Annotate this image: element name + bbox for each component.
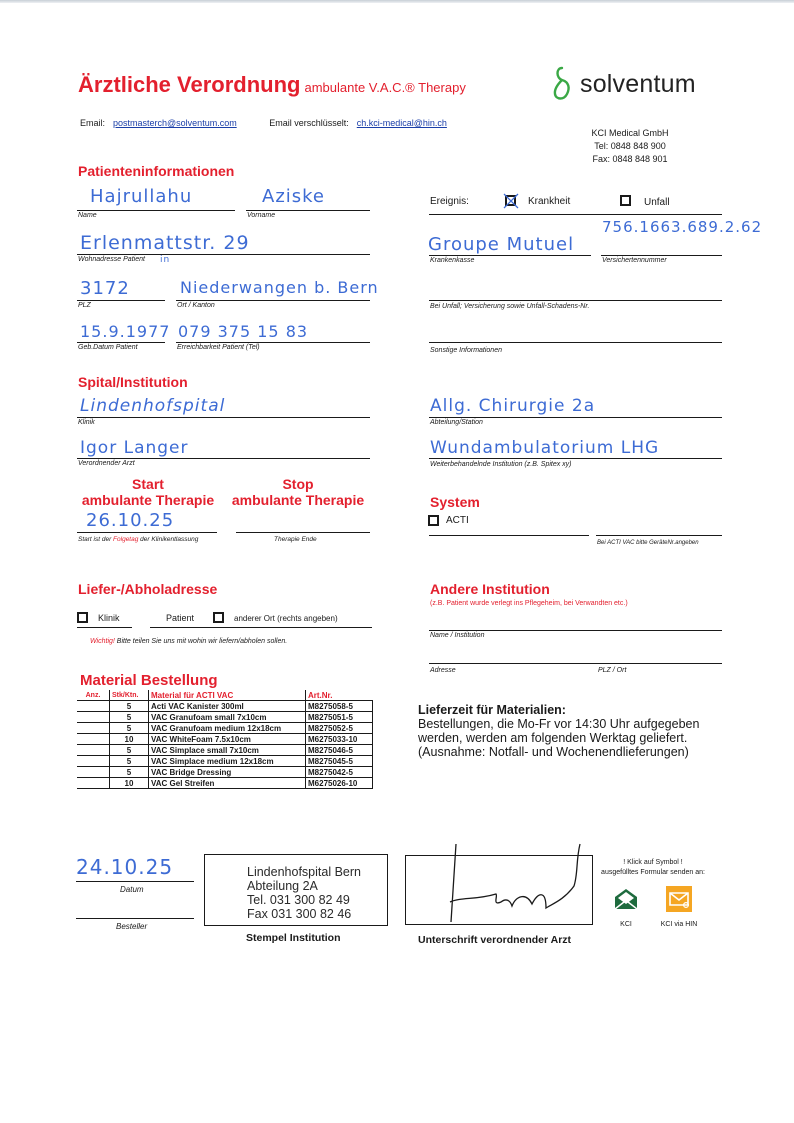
patient-plz-value[interactable]: 3172 xyxy=(80,278,130,299)
acti-line xyxy=(429,535,589,536)
patient-phone-value[interactable]: 079 375 15 83 xyxy=(178,322,309,341)
send-kci-hin-button[interactable] xyxy=(666,886,692,917)
send-kci-button[interactable] xyxy=(613,887,639,916)
start-heading xyxy=(78,476,218,508)
material-heading: Material Bestellung xyxy=(80,672,218,689)
end-date-label: Therapie Ende xyxy=(274,536,317,543)
other-address-label: Adresse xyxy=(430,667,456,674)
stamp-text xyxy=(247,865,361,921)
send-line1: ! Klick auf Symbol ! xyxy=(623,859,683,866)
delivery-time-heading: Lieferzeit für Materialien: xyxy=(418,703,566,717)
pack-size-cell: 5 xyxy=(110,723,149,734)
pack-size-cell: 10 xyxy=(110,778,149,789)
other-info-line xyxy=(429,342,722,343)
event-label: Ereignis: xyxy=(430,196,469,207)
stamp-line: Tel. 031 300 82 49 xyxy=(247,893,350,907)
envelope-open-icon xyxy=(613,887,639,911)
article-number-cell: M8275052-5 xyxy=(306,723,373,734)
material-row xyxy=(77,734,373,745)
other-institution-heading: Andere Institution xyxy=(430,581,550,597)
pack-size-cell: 5 xyxy=(110,756,149,767)
department-line xyxy=(429,417,722,418)
delivery-time-info xyxy=(418,703,699,759)
logo-wordmark: solventum xyxy=(580,69,696,98)
clinic-line xyxy=(77,417,370,418)
send-instructions xyxy=(594,858,712,878)
start-note xyxy=(78,536,198,543)
email-link[interactable]: postmasterch@solventum.com xyxy=(113,118,237,128)
check-x-icon xyxy=(503,193,519,209)
start-heading-line2: ambulante Therapie xyxy=(81,492,215,508)
title-subtitle: ambulante V.A.C.® Therapy xyxy=(304,80,466,95)
title-main: Ärztliche Verordnung xyxy=(78,72,301,97)
quantity-cell[interactable] xyxy=(77,723,110,734)
accident-line xyxy=(429,300,722,301)
material-row xyxy=(77,778,373,789)
krankheit-label: Krankheit xyxy=(528,196,571,207)
phone-label: Erreichbarkeit Patient (Tel) xyxy=(177,344,260,351)
delivery-line-left xyxy=(77,627,132,628)
delivery-heading: Liefer-/Abholadresse xyxy=(78,581,218,597)
article-number-cell: M6275033-10 xyxy=(306,734,373,745)
start-note-red: Folgetag xyxy=(113,536,139,543)
pack-size-cell: 5 xyxy=(110,745,149,756)
anderer-ort-label: anderer Ort (rechts angeben) xyxy=(234,614,338,623)
send-kci-hin-label: KCI via HIN xyxy=(660,921,698,928)
checkbox-klinik[interactable] xyxy=(77,612,88,623)
material-header-row xyxy=(77,690,373,701)
klinik-label: Klinik xyxy=(98,613,120,623)
solventum-logo-icon xyxy=(552,66,572,102)
company-info xyxy=(590,127,670,166)
stop-heading-line2: ambulante Therapie xyxy=(231,492,365,508)
institution-stamp xyxy=(204,854,388,926)
pack-size-cell: 10 xyxy=(110,734,149,745)
city-label: Ort / Kanton xyxy=(177,302,215,309)
unfall-label: Unfall xyxy=(644,197,670,208)
material-name-cell: VAC Granufoam small 7x10cm xyxy=(149,712,306,723)
start-note-part1: Start ist der xyxy=(78,536,112,543)
col-material: Material für ACTI VAC xyxy=(149,690,306,701)
company-name: KCI Medical GmbH xyxy=(591,128,669,138)
material-row xyxy=(77,723,373,734)
other-name-line xyxy=(429,630,722,631)
article-number-cell: M8275046-5 xyxy=(306,745,373,756)
material-name-cell: VAC Simplace small 7x10cm xyxy=(149,745,306,756)
dob-label: Geb.Datum Patient xyxy=(78,344,138,351)
material-row xyxy=(77,712,373,723)
material-name-cell: Acti VAC Kanister 300ml xyxy=(149,701,306,712)
pack-size-cell: 5 xyxy=(110,767,149,778)
delivery-note xyxy=(90,638,287,645)
quantity-cell[interactable] xyxy=(77,701,110,712)
material-row xyxy=(77,767,373,778)
followup-institution-value[interactable]: Wundambulatorium LHG xyxy=(430,438,660,458)
plz-label: PLZ xyxy=(78,302,91,309)
checkbox-krankheit[interactable] xyxy=(505,195,516,206)
other-institution-subheading: (z.B. Patient wurde verlegt ins Pflegeheim, bei Verwandten etc.) xyxy=(430,600,628,607)
insured-number-label: Versichertennummer xyxy=(602,257,667,264)
delivery-note-red: Wichtig! xyxy=(90,638,115,645)
company-tel: Tel: 0848 848 900 xyxy=(594,141,666,151)
stamp-line: Lindenhofspital Bern xyxy=(247,865,361,879)
quantity-cell[interactable] xyxy=(77,778,110,789)
quantity-cell[interactable] xyxy=(77,767,110,778)
delivery-line-right xyxy=(150,627,372,628)
phone-line xyxy=(176,342,370,343)
other-plz-label: PLZ / Ort xyxy=(598,667,627,674)
insurer-line xyxy=(429,255,591,256)
name-label: Name xyxy=(78,212,97,219)
patient-city-value[interactable]: Niederwangen b. Bern xyxy=(180,278,379,297)
envelope-key-icon xyxy=(666,886,692,912)
article-number-cell: M8275042-5 xyxy=(306,767,373,778)
article-number-cell: M8275051-5 xyxy=(306,712,373,723)
material-name-cell: VAC Simplace medium 12x18cm xyxy=(149,756,306,767)
stamp-label: Stempel Institution xyxy=(246,932,341,944)
clinic-label: Klinik xyxy=(78,419,95,426)
patient-heading: Patienteninformationen xyxy=(78,163,235,179)
material-name-cell: VAC Bridge Dressing xyxy=(149,767,306,778)
institution-heading: Spital/Institution xyxy=(78,374,188,390)
stamp-line: Fax 031 300 82 46 xyxy=(247,907,352,921)
followup-line xyxy=(429,458,722,459)
delivery-time-line2: werden, werden am folgenden Werktag geliefert. xyxy=(418,731,688,745)
pack-size-cell: 5 xyxy=(110,712,149,723)
start-note-part2: der Klinikentlassung xyxy=(140,536,199,543)
checkbox-acti[interactable] xyxy=(428,515,439,526)
patient-dob-value[interactable]: 15.9.1977 xyxy=(80,322,171,341)
firstname-label: Vorname xyxy=(247,212,276,219)
date-line xyxy=(76,881,194,882)
material-table xyxy=(77,690,373,789)
article-number-cell: M8275045-5 xyxy=(306,756,373,767)
email-encrypted-link[interactable]: ch.kci-medical@hin.ch xyxy=(356,118,447,128)
checkbox-anderer-ort[interactable] xyxy=(213,612,224,623)
col-anz: Anz. xyxy=(85,691,101,699)
city-line xyxy=(176,300,370,301)
stop-heading xyxy=(228,476,368,508)
send-kci-label: KCI xyxy=(620,921,632,928)
acti-label: ACTI xyxy=(446,515,469,526)
email-row xyxy=(80,118,447,128)
address-line xyxy=(77,254,370,255)
delivery-note-text: Bitte teilen Sie uns mit wohin wir liefern/abholen sollen. xyxy=(116,638,288,645)
address-label: Wohnadresse Patient xyxy=(78,256,145,263)
quantity-cell[interactable] xyxy=(77,734,110,745)
send-line2: ausgefülltes Formular senden an: xyxy=(601,869,705,876)
plz-line xyxy=(77,300,165,301)
pack-size-cell: 5 xyxy=(110,701,149,712)
doctor-label: Verordnender Arzt xyxy=(78,460,135,467)
department-label: Abteilung/Station xyxy=(430,419,483,426)
email-label: Email: xyxy=(80,118,106,128)
delivery-time-line1: Bestellungen, die Mo-Fr vor 14:30 Uhr aufgegeben xyxy=(418,717,700,731)
insured-number-value[interactable]: 756.1663.689.2.62 xyxy=(602,218,763,236)
quantity-cell[interactable] xyxy=(77,756,110,767)
stamp-line: Abteilung 2A xyxy=(247,879,318,893)
material-row xyxy=(77,756,373,767)
material-row xyxy=(77,701,373,712)
end-date-line xyxy=(236,532,370,533)
patient-firstname-value[interactable]: Aziske xyxy=(262,186,325,207)
name-line xyxy=(77,210,235,211)
doctor-value[interactable]: Igor Langer xyxy=(80,438,189,458)
start-date-value[interactable]: 26.10.25 xyxy=(86,510,175,531)
patient-name-value[interactable]: Hajrullahu xyxy=(90,186,193,207)
form-title xyxy=(78,72,466,98)
address-note: in xyxy=(160,255,171,265)
quantity-cell[interactable] xyxy=(77,712,110,723)
department-value[interactable]: Allg. Chirurgie 2a xyxy=(430,396,596,416)
article-number-cell: M8275058-5 xyxy=(306,701,373,712)
firstname-line xyxy=(246,210,370,211)
device-number-label: Bei ACTI VAC bitte GeräteNr.angeben xyxy=(597,540,699,546)
email-encrypted-label: Email verschlüsselt: xyxy=(269,118,349,128)
start-heading-line1: Start xyxy=(132,476,164,492)
doctor-line xyxy=(77,458,370,459)
insurer-value[interactable]: Groupe Mutuel xyxy=(428,234,575,255)
orderer-label: Besteller xyxy=(116,922,148,931)
date-label: Datum xyxy=(120,885,144,894)
checkbox-unfall[interactable] xyxy=(620,195,631,206)
event-line xyxy=(429,214,722,215)
order-date-value[interactable]: 24.10.25 xyxy=(76,855,174,879)
article-number-cell: M6275026-10 xyxy=(306,778,373,789)
col-stk: Stk/Ktn. xyxy=(110,690,149,701)
scan-edge xyxy=(0,0,794,3)
doctor-signature xyxy=(406,842,594,932)
other-info-label: Sonstige Informationen xyxy=(430,347,502,354)
start-date-line xyxy=(77,532,217,533)
signature-label: Unterschrift verordnender Arzt xyxy=(418,934,572,946)
patient-address-value[interactable]: Erlenmattstr. 29 xyxy=(80,232,250,254)
orderer-line xyxy=(76,918,194,919)
other-name-label: Name / Institution xyxy=(430,632,485,639)
dob-line xyxy=(77,342,165,343)
insurer-label: Krankenkasse xyxy=(430,257,475,264)
patient-label: Patient xyxy=(166,613,195,623)
company-fax: Fax: 0848 848 901 xyxy=(592,154,668,164)
accident-label: Bei Unfall; Versicherung sowie Unfall-Schadens-Nr. xyxy=(430,303,590,310)
system-heading: System xyxy=(430,494,480,510)
delivery-time-line3: (Ausnahme: Notfall- und Wochenendlieferungen) xyxy=(418,745,689,759)
device-number-line xyxy=(596,535,722,536)
material-name-cell: VAC Granufoam medium 12x18cm xyxy=(149,723,306,734)
followup-label: Weiterbehandelnde Institution (z.B. Spitex xy) xyxy=(430,461,572,468)
signature-box[interactable] xyxy=(405,855,593,925)
material-name-cell: VAC Gel Streifen xyxy=(149,778,306,789)
stop-heading-line1: Stop xyxy=(282,476,314,492)
solventum-logo xyxy=(552,66,696,102)
col-artnr: Art.Nr. xyxy=(306,690,373,701)
material-row xyxy=(77,745,373,756)
other-address-line xyxy=(429,663,722,664)
quantity-cell[interactable] xyxy=(77,745,110,756)
insured-number-line xyxy=(601,255,722,256)
clinic-value[interactable]: Lindenhofspital xyxy=(80,396,226,416)
material-name-cell: VAC WhiteFoam 7.5x10cm xyxy=(149,734,306,745)
